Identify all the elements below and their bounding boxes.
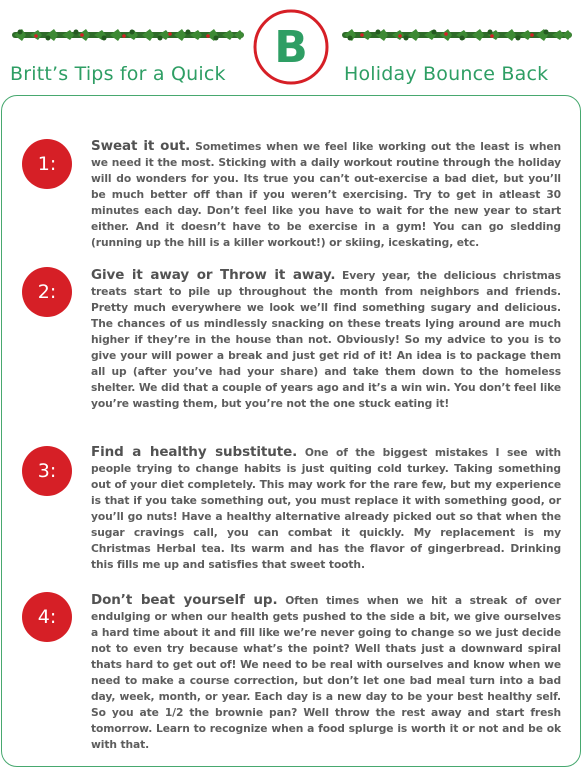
tip-body: Every year, the delicious christmas treats start to pile up throughout the month from neighbors and friends. Pretty much everywhere we look we’ll find something sugary and delicious. The chances of us mindlessly snacking on these treats lying around are much higher if they’re in the house than not. Obviously! So my advice to you is to give your will power a break and just get rid of it! An idea is to package them all up (after you’ve had your share) and take them down to the homeless shelter. We did that a couple of years ago and it’s a win win. You don’t feel like you’re wasting them, but you’re not the one stuck eating it! <box>91 269 562 410</box>
tip-body: Sometimes when we feel like working out the least is when we need it the most. Sticking with a daily workout routine through the holiday will do wonders for you. Its true you can’t out-exercise a bad diet, but you’ll be much better off than if you weren’t exercising. Try to get in atleast 30 minutes each day. Don’t feel like you have to wait for the new year to start either. And it doesn’t have to be exercise in a gym! You can go sledding (running up the hill is a killer workout!) or skiing, iceskating, etc. <box>91 140 562 249</box>
tip-number-badge <box>22 139 72 189</box>
tip-title: Give it away or Throw it away. <box>91 267 336 283</box>
tip-number-badge <box>22 592 72 642</box>
title-left: Britt’s Tips for a Quick <box>10 63 226 85</box>
holly-garland-right-icon <box>342 27 572 43</box>
tip-number-badge <box>22 267 72 317</box>
holly-garland-left-icon <box>12 27 244 43</box>
tip-text <box>91 444 561 573</box>
logo-letter: B <box>274 22 308 73</box>
tip-title: Don’t beat yourself up. <box>91 592 278 608</box>
tip-text <box>91 138 561 251</box>
tip-body: One of the biggest mistakes I see with people trying to change habits is just quiting cold turkey. Taking something out of your diet completely. This may work for the rare few, but my experience is that if you take something out, you must replace it with something good, or you’ll go nuts! Have a healthy alternative already picked out so that when the sugar cravings call, you can combat it quickly. My replacement is my Christmas Herbal tea. Its warm and has the flavor of gingerbread. Drinking this fills me up and satisfies that sweet tooth. <box>91 446 562 571</box>
tip-text <box>91 267 561 412</box>
tip-number: 3: <box>37 460 57 482</box>
tip-number-badge <box>22 446 72 496</box>
tip-number: 1: <box>37 153 57 175</box>
tip-title: Sweat it out. <box>91 138 191 154</box>
tip-text <box>91 592 561 753</box>
tip-number: 4: <box>37 606 57 628</box>
tip-body: Often times when we hit a streak of over endulging or when our health gets pushed to the side a bit, we give ourselves a hard time about it and fill like we’re never going to change so we just decide not to even try because what’s the point? Well thats just a downward spiral thats hard to get out of! We need to be real with ourselves and know when we need to make a course correction, but don’t let one bad meal turn into a bad day, week, month, or year. Each day is a new day to be your best healthy self. So you ate 1/2 the brownie pan? Well throw the rest away and start fresh tomorrow. Learn to recognize when a food splurge is worth it or not and be ok with that. <box>91 594 562 751</box>
b-monogram-logo <box>252 8 330 86</box>
tip-title: Find a healthy substitute. <box>91 444 298 460</box>
tip-number: 2: <box>37 281 57 303</box>
title-right: Holiday Bounce Back <box>344 63 549 85</box>
